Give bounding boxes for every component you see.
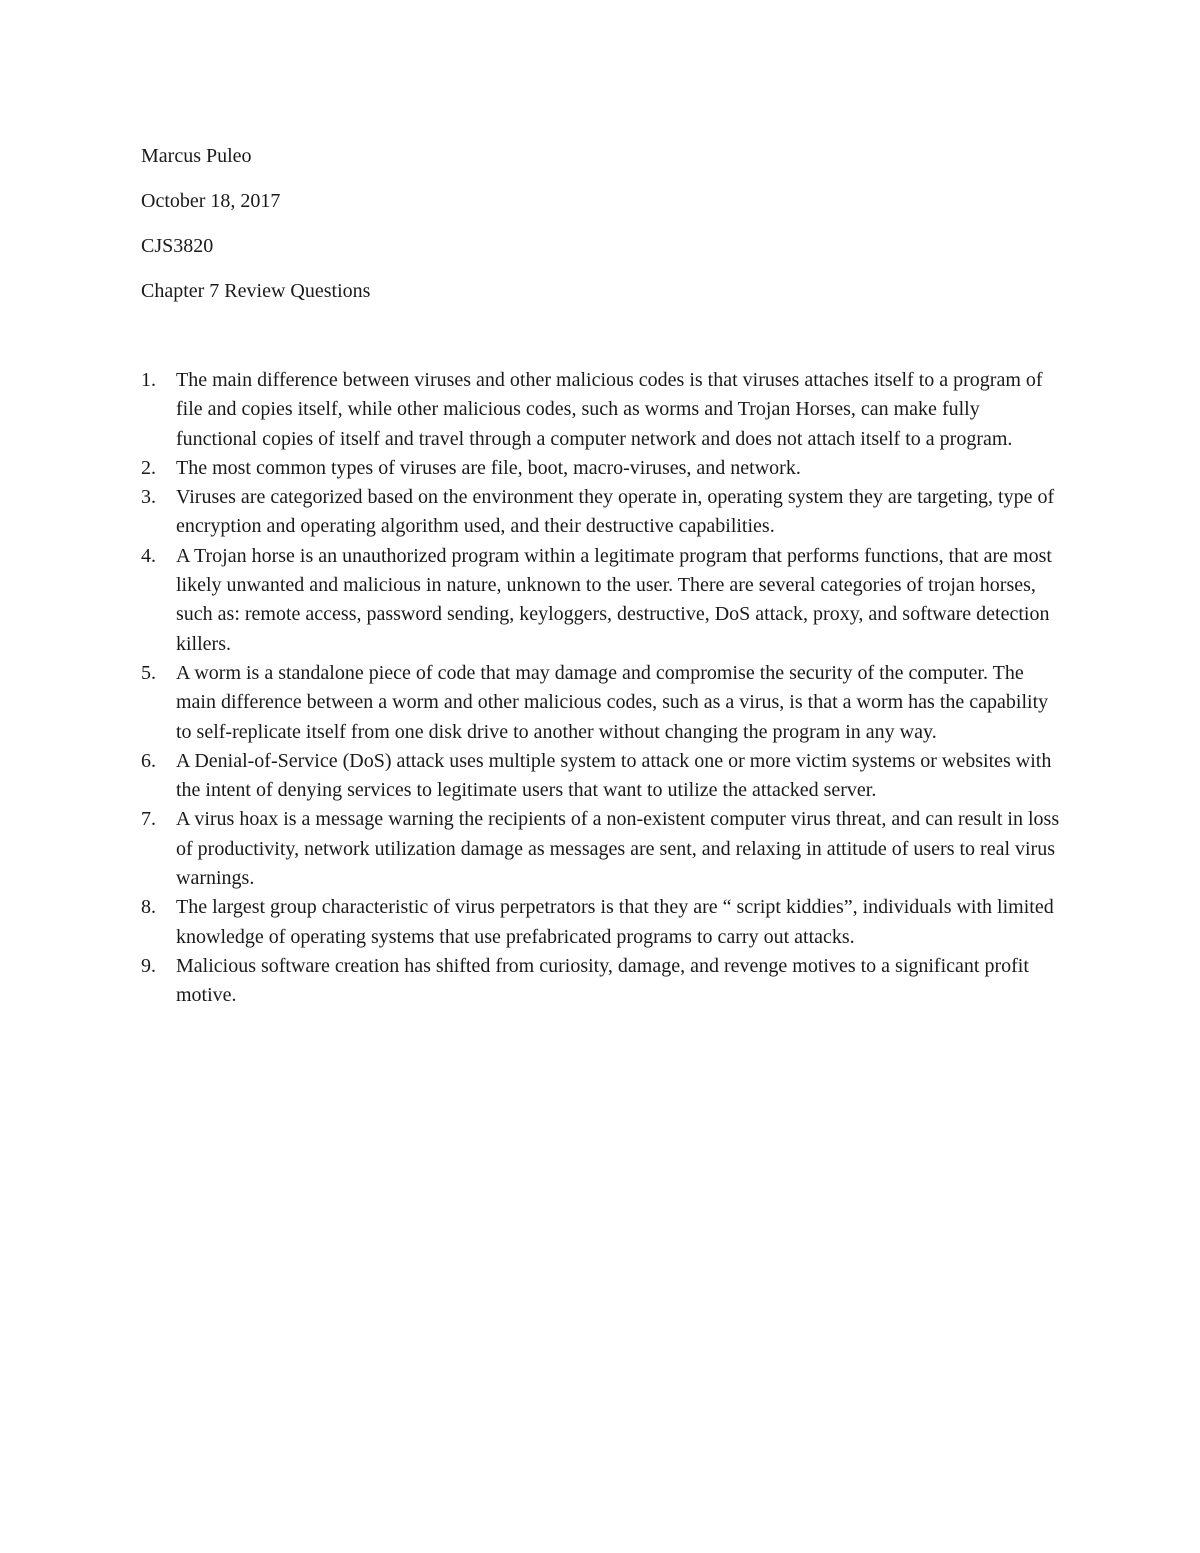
answer-text: Malicious software creation has shifted from curiosity, damage, and revenge motives to a significant profit motive. [176, 954, 1029, 1007]
answer-number: 5. [141, 661, 156, 684]
answer-item-6 [141, 747, 1061, 806]
answer-list [141, 366, 1061, 1011]
answer-text: A worm is a standalone piece of code that may damage and compromise the security of the computer. The main difference between a worm and other malicious codes, such as a virus, is that a worm has the capability to self-replicate itself from one disk drive to another without changing the program in any way. [176, 661, 1049, 743]
answer-number: 2. [141, 456, 156, 479]
document-title: Chapter 7 Review Questions [141, 280, 371, 302]
answer-number: 3. [141, 486, 156, 509]
document-date: October 18, 2017 [141, 190, 281, 212]
answer-item-1 [141, 366, 1061, 454]
answer-text: A virus hoax is a message warning the recipients of a non-existent computer virus threat, and can result in loss of productivity, network utilization damage as messages are sent, and relaxing in attitude of users to real virus warnings. [176, 808, 1060, 890]
answer-item-9 [141, 952, 1061, 1011]
answer-text: The main difference between viruses and other malicious codes is that viruses attaches itself to a program of file and copies itself, while other malicious codes, such as worms and Trojan Horses, can make fully functional copies of itself and travel through a computer network and does not attach itself to a program. [176, 369, 1043, 450]
answer-number: 6. [141, 749, 156, 772]
answer-number: 4. [141, 544, 156, 567]
course-code: CJS3820 [141, 235, 214, 257]
answer-text: A Trojan horse is an unauthorized program within a legitimate program that performs functions, that are most likely unwanted and malicious in nature, unknown to the user. There are several categories of trojan horses, such as: remote access, password sending, keyloggers, destructive, DoS attack, proxy, and software detection killers. [176, 544, 1052, 655]
answer-number: 7. [141, 808, 156, 831]
answer-item-7 [141, 805, 1061, 893]
answer-item-5 [141, 659, 1061, 747]
answer-text: The largest group characteristic of virus perpetrators is that they are “ script kiddies”, individuals with limited knowledge of operating systems that use prefabricated programs to carry out attacks. [176, 896, 1054, 948]
author-name: Marcus Puleo [141, 145, 252, 167]
answer-number: 1. [141, 369, 156, 391]
answer-number: 8. [141, 896, 156, 919]
answer-item-3 [141, 483, 1061, 542]
document-header [141, 141, 1081, 321]
answer-text: The most common types of viruses are file, boot, macro-viruses, and network. [176, 456, 801, 479]
answer-number: 9. [141, 954, 156, 977]
answer-item-2 [141, 454, 1061, 483]
answer-item-8 [141, 893, 1061, 952]
answer-text: Viruses are categorized based on the environment they operate in, operating system they are targeting, type of encryption and operating algorithm used, and their destructive capabilities. [176, 486, 1055, 538]
answer-text: A Denial-of-Service (DoS) attack uses multiple system to attack one or more victim systems or websites with the intent of denying services to legitimate users that want to utilize the attacked server. [176, 749, 1052, 802]
answer-item-4 [141, 542, 1061, 659]
